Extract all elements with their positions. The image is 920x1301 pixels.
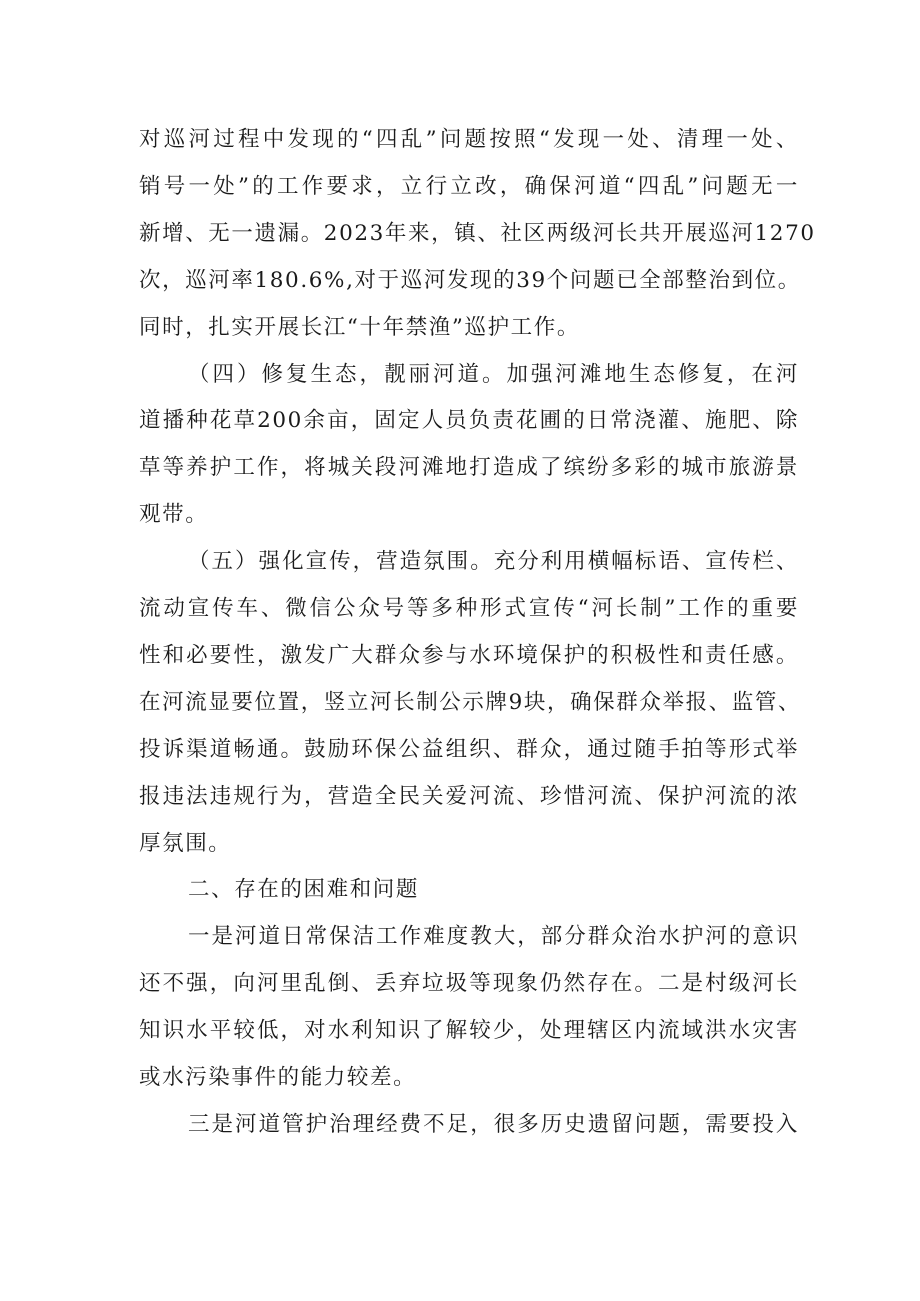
text-line: 观带。 bbox=[139, 502, 209, 528]
text-line: 还不强，向河里乱倒、丢弃垃圾等现象仍然存在。二是村级河长 bbox=[139, 971, 799, 997]
text-line: 知识水平较低，对水利知识了解较少，处理辖区内流域洪水灾害 bbox=[139, 1018, 799, 1044]
text-line: 报违法违规行为，营造全民关爱河流、珍惜河流、保护河流的浓 bbox=[139, 783, 799, 809]
text-line: 三是河道管护治理经费不足，很多历史遗留问题，需要投入 bbox=[188, 1111, 799, 1137]
text-line: 厚氛围。 bbox=[139, 830, 232, 856]
text-line: 新增、无一遗漏。2023年来，镇、社区两级河长共开展巡河1270 bbox=[139, 220, 816, 246]
text-line: 对巡河过程中发现的“四乱”问题按照“发现一处、清理一处、 bbox=[139, 127, 799, 152]
text-line: 流动宣传车、微信公众号等多种形式宣传“河长制”工作的重要 bbox=[139, 596, 799, 621]
text-line: 投诉渠道畅通。鼓励环保公益组织、群众，通过随手拍等形式举 bbox=[139, 736, 799, 762]
text-line: 次，巡河率180.6%,对于巡河发现的39个问题已全部整治到位。 bbox=[139, 267, 801, 293]
text-line: 或水污染事件的能力较差。 bbox=[139, 1065, 417, 1090]
text-line: （四）修复生态，靓丽河道。加强河滩地生态修复，在河 bbox=[188, 361, 799, 387]
text-line: 一是河道日常保洁工作难度教大，部分群众治水护河的意识 bbox=[188, 924, 799, 950]
text-line: 在河流显要位置，竖立河长制公示牌9块，确保群众举报、监管、 bbox=[139, 689, 802, 715]
text-line: 二、存在的困难和问题 bbox=[188, 877, 420, 903]
text-line: 同时，扎实开展长江“十年禁渔”巡护工作。 bbox=[139, 314, 580, 340]
text-line: 销号一处”的工作要求，立行立改，确保河道“四乱”问题无一 bbox=[139, 173, 799, 199]
text-line: 草等养护工作，将城关段河滩地打造成了缤纷多彩的城市旅游景 bbox=[139, 455, 799, 481]
text-line: （五）强化宣传，营造氛围。充分利用横幅标语、宣传栏、 bbox=[188, 549, 799, 575]
text-line: 道播种花草200余亩，固定人员负责花圃的日常浇灌、施肥、除 bbox=[139, 408, 799, 434]
text-line: 性和必要性，激发广大群众参与水环境保护的积极性和责任感。 bbox=[139, 642, 799, 668]
